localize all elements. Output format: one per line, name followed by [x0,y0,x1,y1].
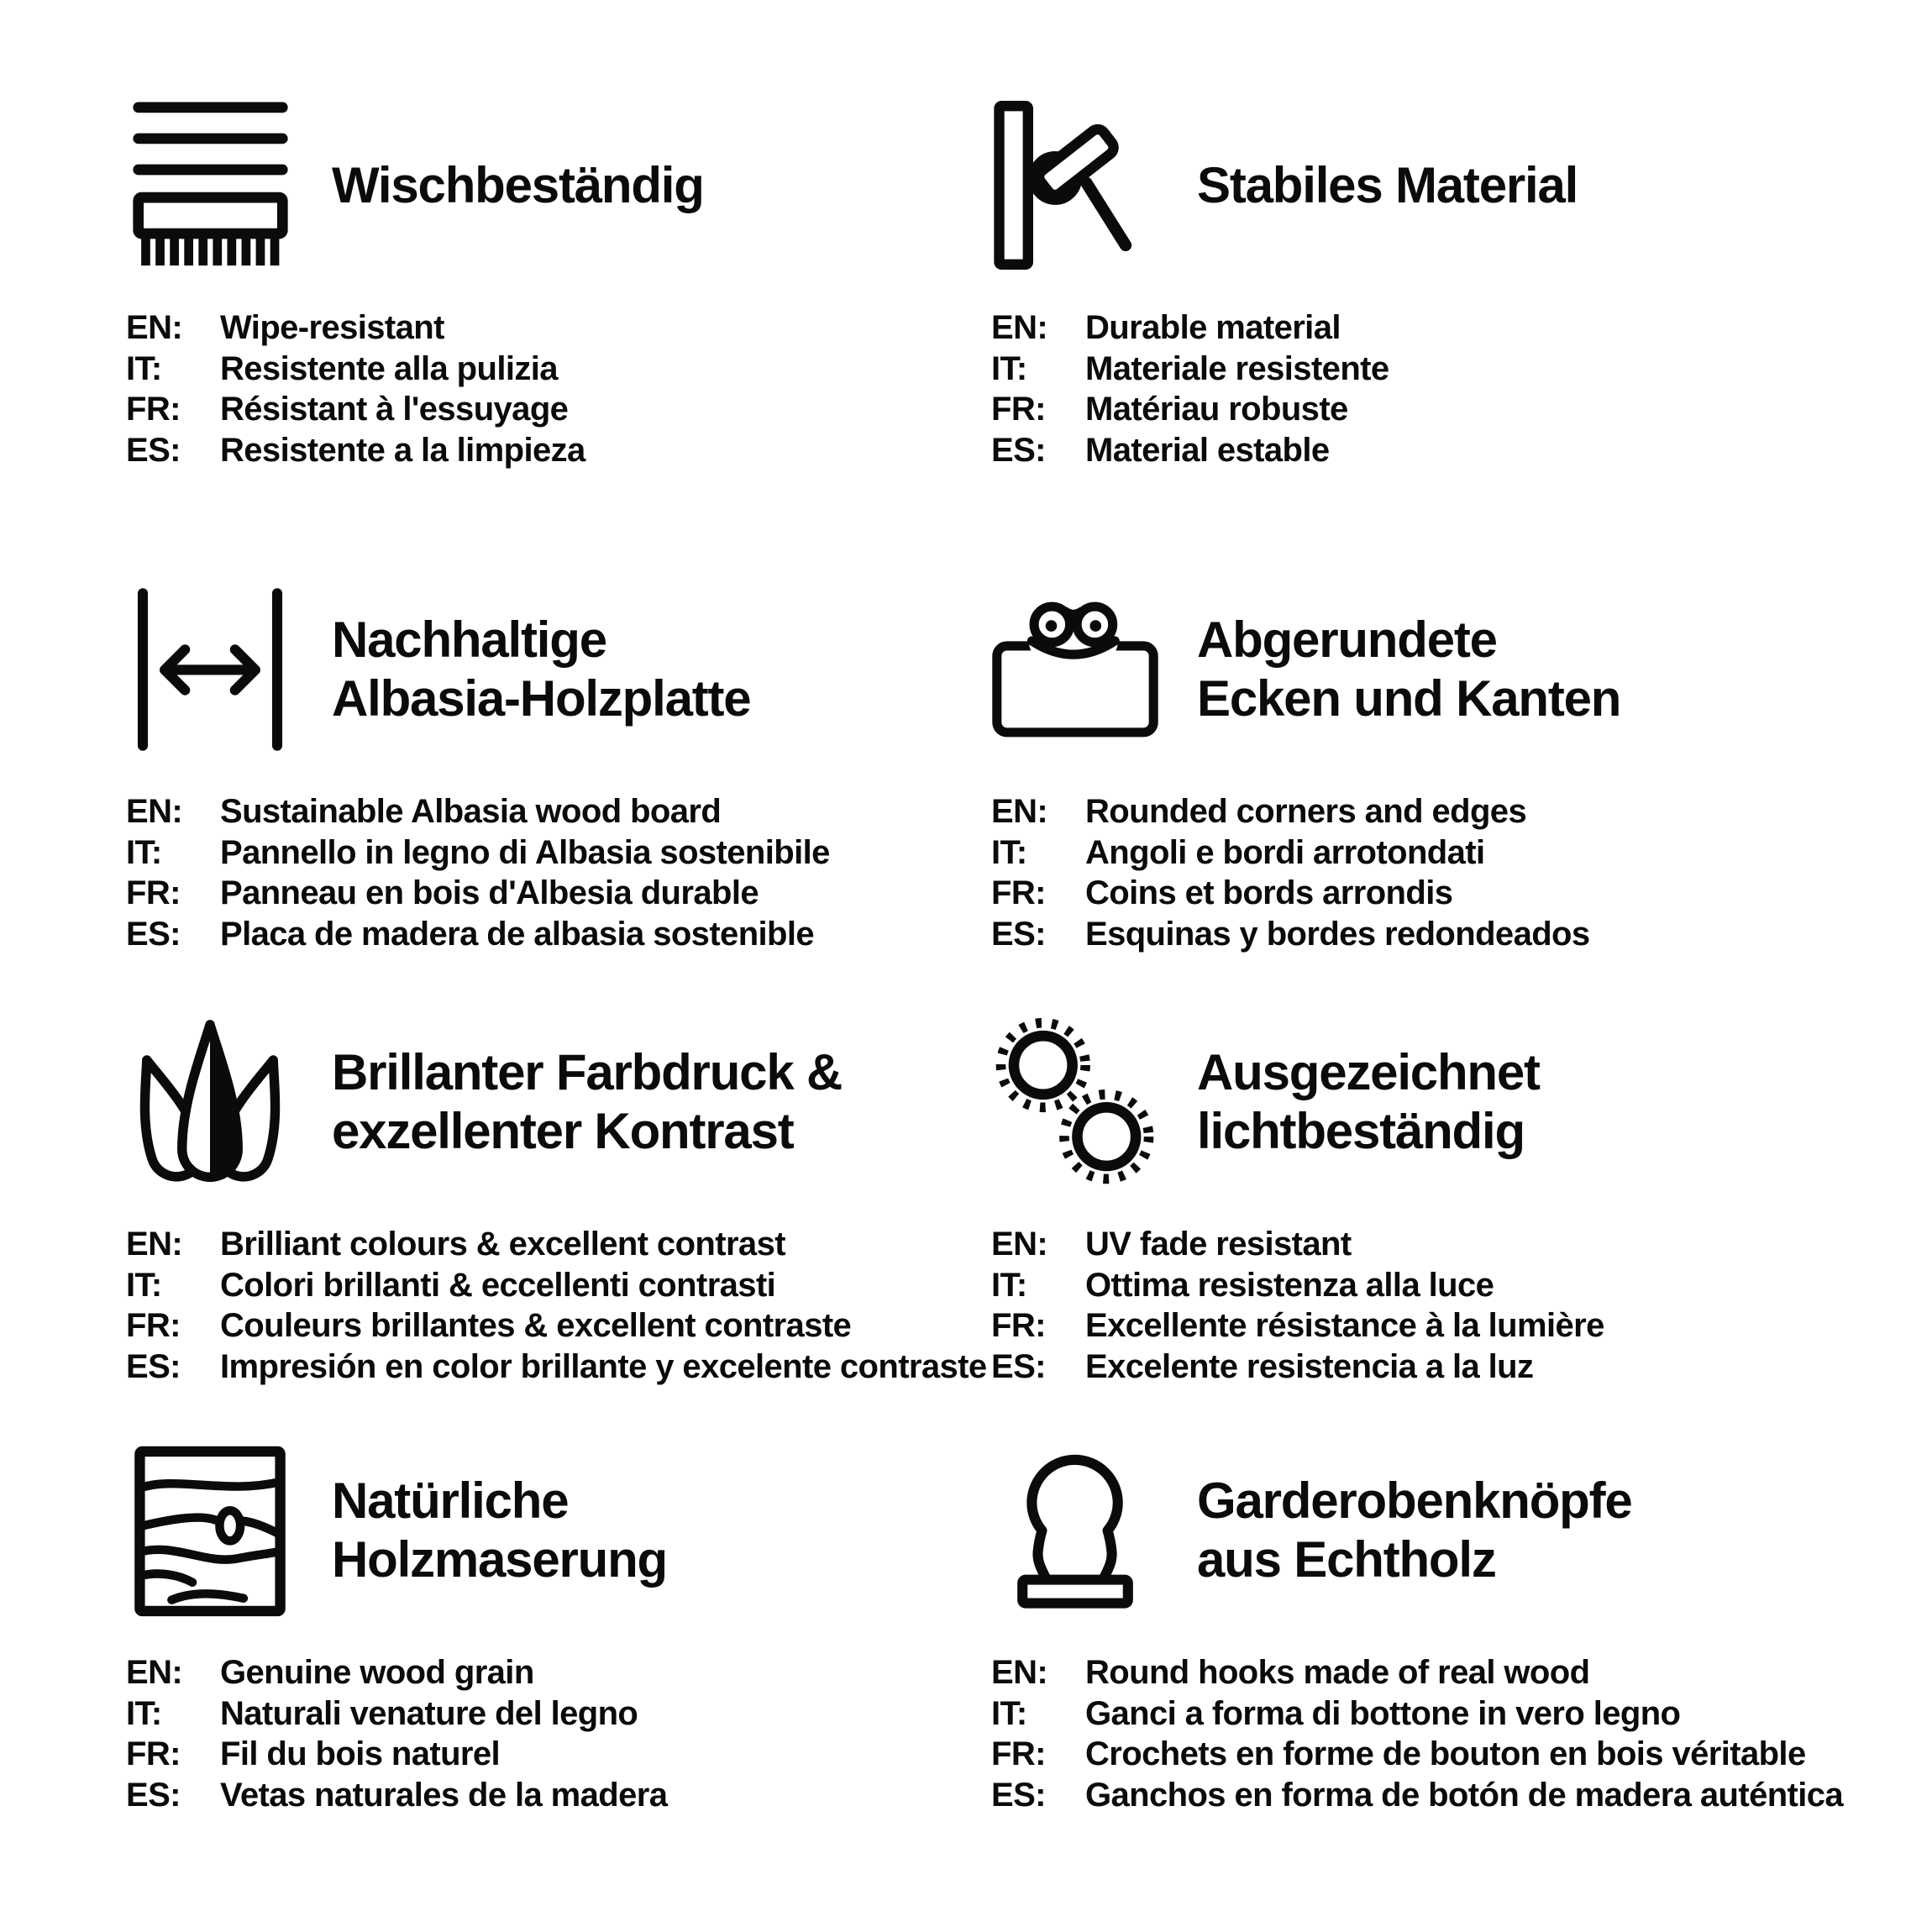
frog-board-icon [991,591,1159,748]
translation-row [991,1734,1844,1775]
translation-row [991,1652,1844,1693]
translation-list [126,307,979,470]
lang-label: FR: [126,391,181,428]
translation-row [126,1305,979,1347]
title-line: Ausgezeichnet [1197,1044,1540,1100]
lang-value: Impresión en color brillante y excelente contraste [220,1347,987,1385]
lang-value: UV fade resistant [1085,1226,1352,1263]
lang-value: Ottima resistenza alla luce [1085,1266,1494,1304]
lang-value: Durable material [1085,309,1341,346]
width-arrow-icon [126,585,294,753]
lang-label: IT: [991,833,1027,871]
ink-drops-icon [126,1016,294,1189]
hammer-board-icon-svg [991,97,1159,274]
title-line: lichtbeständig [1197,1103,1525,1159]
feature-title [1197,156,1578,215]
feature-title [332,1472,667,1589]
wood-grain-icon-svg [130,1445,290,1617]
lang-label: EN: [126,1226,183,1263]
lang-value: Matériau robuste [1085,391,1348,428]
translation-row [126,914,979,955]
translation-list [126,791,979,954]
lang-label: FR: [991,391,1046,428]
lang-value: Sustainable Albasia wood board [220,793,722,830]
frog-board-icon-svg [991,591,1159,748]
lang-value: Material estable [1085,431,1330,469]
lang-label: EN: [126,309,183,346]
lang-label: FR: [126,1735,181,1772]
translation-row [126,832,979,874]
lang-label: ES: [991,1347,1046,1385]
feature-title [1197,1043,1540,1161]
feature-rounded-corners [991,578,1844,954]
translation-row [991,832,1844,874]
lang-label: IT: [991,349,1027,387]
translation-list [991,307,1844,470]
lang-label: EN: [991,1226,1048,1263]
feature-title [332,156,704,215]
uv-suns-icon-svg [994,1015,1158,1189]
lang-value: Round hooks made of real wood [1085,1654,1590,1691]
lang-value: Fil du bois naturel [220,1735,501,1772]
lang-value: Excelente resistencia a la luz [1085,1347,1534,1385]
translation-list [991,1224,1844,1387]
feature-header [991,1439,1844,1622]
lang-label: ES: [126,431,181,469]
translation-row [991,914,1844,955]
lang-value: Colori brillanti & eccellenti contrasti [220,1266,776,1304]
title-line: Nachhaltige [332,612,606,668]
feature-wood-knobs [991,1439,1844,1815]
lang-value: Résistant à l'essuyage [220,391,569,428]
translation-row [126,1347,987,1388]
translation-row [126,873,979,914]
title-line: aus Echtholz [1197,1531,1496,1588]
lang-value: Pannello in legno di Albasia sostenibile [220,833,830,871]
title-line: Ecken und Kanten [1197,670,1621,727]
lang-label: IT: [126,1694,162,1732]
lang-value: Genuine wood grain [220,1654,534,1691]
uv-suns-icon [991,1015,1159,1189]
translation-list [991,1652,1844,1815]
title-line: Holzmaserung [332,1531,668,1588]
lang-value: Naturali venature del legno [220,1694,638,1732]
title-line: Stabiles Material [1197,157,1578,213]
feature-title [332,611,750,728]
lang-value: Resistente a la limpieza [220,431,585,469]
translation-row [991,1347,1844,1388]
translation-row [126,791,979,832]
feature-uv-resistant [991,1011,1844,1387]
title-line: exzellenter Kontrast [332,1103,794,1159]
lang-label: EN: [126,793,183,830]
feature-brilliant-colours [126,1011,987,1387]
translation-row [991,1693,1844,1735]
lang-label: FR: [126,874,181,911]
lang-value: Rounded corners and edges [1085,793,1527,830]
translation-row [126,389,979,430]
feature-header [126,1011,979,1194]
lang-value: Ganci a forma di bottone in vero legno [1085,1694,1681,1732]
translation-list [126,1652,979,1815]
lang-label: EN: [126,1654,183,1691]
translation-row [126,1265,979,1306]
lang-value: Couleurs brillantes & excellent contraste [220,1307,852,1344]
lang-value: Resistente alla pulizia [220,349,558,387]
translation-row [991,1305,1844,1347]
feature-header [126,578,979,761]
translation-row [126,430,979,471]
feature-durable-material [991,94,1844,470]
feature-wood-grain [126,1439,979,1815]
feature-sustainable-board [126,578,979,954]
translation-row [991,389,1844,430]
lang-label: ES: [126,915,181,953]
lang-label: FR: [991,874,1046,911]
lang-label: EN: [991,309,1048,346]
translation-row [991,873,1844,914]
translation-row [126,1224,979,1265]
lang-value: Wipe-resistant [220,309,444,346]
wood-grain-icon [126,1445,294,1617]
feature-title [1197,1472,1632,1589]
lang-value: Materiale resistente [1085,349,1389,387]
translation-row [126,349,979,390]
wood-knob-icon-svg [991,1445,1159,1617]
hammer-board-icon [991,97,1159,274]
lang-value: Esquinas y bordes redondeados [1085,915,1590,953]
lang-value: Placa de madera de albasia sostenible [220,915,815,953]
feature-title [1197,611,1620,728]
wipe-brush-icon-svg [129,97,292,274]
lang-value: Coins et bords arrondis [1085,874,1453,911]
lang-label: FR: [126,1307,181,1344]
lang-label: IT: [126,349,162,387]
translation-list [126,1224,987,1387]
lang-label: EN: [991,1654,1048,1691]
lang-label: ES: [991,915,1046,953]
title-line: Brillanter Farbdruck & [332,1044,843,1100]
ink-drops-icon-svg [130,1016,290,1189]
lang-label: ES: [126,1776,181,1814]
feature-header [126,94,979,277]
translation-row [126,1775,979,1816]
feature-header [991,1011,1844,1194]
lang-label: ES: [126,1347,181,1385]
lang-label: FR: [991,1307,1046,1344]
title-line: Natürliche [332,1473,569,1529]
translation-row [991,1775,1844,1816]
lang-value: Panneau en bois d'Albesia durable [220,874,759,911]
feature-header [991,94,1844,277]
translation-row [126,1734,979,1775]
lang-label: EN: [991,793,1048,830]
translation-row [991,430,1844,471]
translation-list [991,791,1844,954]
translation-row [991,1224,1844,1265]
lang-label: IT: [991,1266,1027,1304]
title-line: Garderobenknöpfe [1197,1473,1632,1529]
lang-label: IT: [126,1266,162,1304]
lang-value: Angoli e bordi arrotondati [1085,833,1485,871]
translation-row [991,307,1844,349]
lang-label: IT: [991,1694,1027,1732]
lang-value: Vetas naturales de la madera [220,1776,668,1814]
feature-header [126,1439,979,1622]
title-line: Abgerundete [1197,612,1497,668]
lang-value: Ganchos en forma de botón de madera auténtica [1085,1776,1844,1814]
feature-header [991,578,1844,761]
title-line: Wischbeständig [332,157,704,213]
feature-wipe-resistant [126,94,979,470]
lang-label: ES: [991,431,1046,469]
translation-row [991,1265,1844,1306]
width-arrow-icon-svg [130,585,290,753]
title-line: Albasia-Holzplatte [332,670,751,727]
translation-row [126,1652,979,1693]
lang-label: FR: [991,1735,1046,1772]
translation-row [126,307,979,349]
translation-row [991,349,1844,390]
lang-value: Brilliant colours & excellent contrast [220,1226,785,1263]
wipe-brush-icon [126,97,294,274]
lang-label: ES: [991,1776,1046,1814]
lang-value: Crochets en forme de bouton en bois véritable [1085,1735,1806,1772]
lang-label: IT: [126,833,162,871]
translation-row [126,1693,979,1735]
translation-row [991,791,1844,832]
wood-knob-icon [991,1445,1159,1617]
feature-title [332,1043,842,1161]
lang-value: Excellente résistance à la lumière [1085,1307,1604,1344]
